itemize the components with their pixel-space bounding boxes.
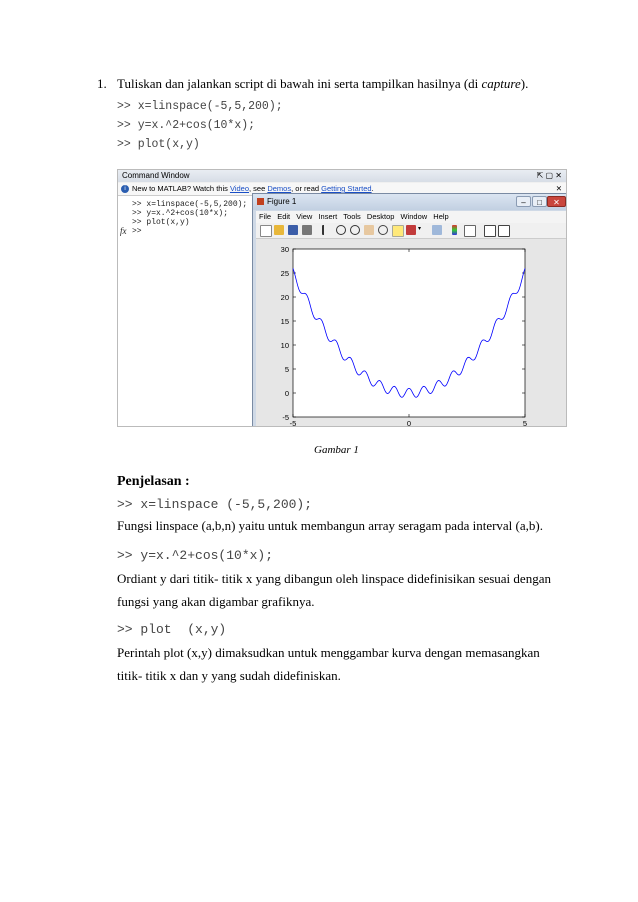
cmd-line-2: >> y=x.^2+cos(10*x); bbox=[132, 209, 229, 218]
code-line-1: >> x=linspace(-5,5,200); bbox=[117, 100, 283, 113]
y-tick-label: 0 bbox=[284, 389, 289, 398]
question-text bbox=[117, 76, 528, 92]
figure-titlebar bbox=[253, 194, 567, 210]
fx-icon: fx bbox=[120, 226, 127, 236]
explanation-text-1: Fungsi linspace (a,b,n) yaitu untuk membangun array seragam pada interval (a,b). bbox=[117, 518, 543, 533]
menu-insert[interactable]: Insert bbox=[318, 212, 338, 221]
plot-area bbox=[256, 239, 566, 427]
print-icon[interactable] bbox=[302, 225, 312, 235]
explanation-text-3a: Perintah plot (x,y) dimaksudkan untuk menggambar kurva dengan memasangkan bbox=[117, 645, 540, 660]
code-line-2: >> y=x.^2+cos(10*x); bbox=[117, 119, 256, 132]
info-icon: i bbox=[121, 185, 129, 193]
figure-caption: Gambar 1 bbox=[314, 444, 359, 456]
info-prefix: New to MATLAB? Watch this bbox=[132, 184, 230, 193]
explanation-heading: Penjelasan : bbox=[117, 474, 190, 489]
menu-desktop[interactable]: Desktop bbox=[366, 212, 395, 221]
code-line-3: >> plot(x,y) bbox=[117, 138, 200, 151]
rotate-icon[interactable] bbox=[378, 225, 388, 235]
figure-title: Figure 1 bbox=[267, 197, 297, 206]
explanation-text-3b: titik- titik x dan y yang sudah didefiniskan. bbox=[117, 668, 341, 683]
close-button[interactable]: ✕ bbox=[547, 196, 566, 207]
x-tick-label: 0 bbox=[406, 419, 412, 428]
info-suffix: . bbox=[371, 184, 374, 193]
edit-plot-icon[interactable] bbox=[322, 225, 334, 235]
explanation-code-1: >> x=linspace (-5,5,200); bbox=[117, 497, 313, 512]
cmd-prompt[interactable]: >> bbox=[132, 227, 142, 236]
maximize-button[interactable]: □ bbox=[532, 196, 547, 207]
show-tools-icon[interactable] bbox=[498, 225, 510, 237]
menu-tools[interactable]: Tools bbox=[343, 212, 361, 221]
explanation-text-2a: Ordiant y dari titik- titik x yang dibangun oleh linspace didefinisikan sesuai dengan bbox=[117, 571, 551, 586]
y-tick-label: 20 bbox=[280, 293, 289, 302]
x-tick-label: 5 bbox=[522, 419, 528, 428]
zoom-out-icon[interactable] bbox=[350, 225, 360, 235]
figure-window bbox=[252, 193, 567, 427]
y-tick-label: 25 bbox=[280, 269, 289, 278]
info-mid1: , see bbox=[249, 184, 268, 193]
brush-icon[interactable] bbox=[406, 225, 416, 235]
menu-edit[interactable]: Edit bbox=[277, 212, 291, 221]
colorbar-icon[interactable] bbox=[452, 225, 457, 235]
hide-tools-icon[interactable] bbox=[484, 225, 496, 237]
minimize-button[interactable]: – bbox=[516, 196, 531, 207]
open-file-icon[interactable] bbox=[274, 225, 284, 235]
menu-file[interactable]: File bbox=[259, 212, 272, 221]
info-close-icon[interactable]: ✕ bbox=[555, 184, 562, 193]
question-text-end: ). bbox=[520, 76, 529, 91]
info-mid2: , or read bbox=[291, 184, 322, 193]
menu-window[interactable]: Window bbox=[400, 212, 428, 221]
x-tick-label: -5 bbox=[289, 419, 297, 428]
axes-box bbox=[293, 249, 525, 417]
question-text-main: Tuliskan dan jalankan script di bawah ini serta tampilkan hasilnya (di bbox=[117, 76, 482, 91]
line-chart bbox=[256, 239, 566, 427]
question-number: 1. bbox=[97, 76, 107, 91]
demos-link[interactable]: Demos bbox=[267, 184, 292, 193]
y-tick-label: 5 bbox=[284, 365, 289, 374]
explanation-text-2b: fungsi yang akan digambar grafiknya. bbox=[117, 594, 315, 609]
menu-help[interactable]: Help bbox=[433, 212, 449, 221]
data-cursor-icon[interactable] bbox=[392, 225, 404, 237]
figure-toolbar bbox=[256, 223, 566, 239]
question-text-italic: capture bbox=[481, 76, 521, 91]
save-icon[interactable] bbox=[288, 225, 298, 235]
y-tick-label: 15 bbox=[280, 317, 289, 326]
new-figure-icon[interactable] bbox=[260, 225, 272, 237]
figure-icon bbox=[257, 198, 264, 205]
y-tick-label: -5 bbox=[282, 413, 289, 422]
explanation-code-2: >> y=x.^2+cos(10*x); bbox=[117, 548, 274, 563]
matlab-screenshot bbox=[117, 169, 567, 427]
zoom-in-icon[interactable] bbox=[336, 225, 346, 235]
dropdown-arrow-icon[interactable]: ▾ bbox=[418, 226, 422, 232]
figure-menubar bbox=[256, 211, 566, 223]
menu-view[interactable]: View bbox=[296, 212, 313, 221]
pan-icon[interactable] bbox=[364, 225, 374, 235]
explanation-code-3: >> plot (x,y) bbox=[117, 622, 227, 637]
cw-control-icons[interactable]: ⇱ ▢ ✕ bbox=[536, 171, 562, 180]
link-icon[interactable] bbox=[432, 225, 442, 235]
command-window-titlebar bbox=[118, 170, 567, 182]
y-tick-label: 30 bbox=[280, 245, 289, 254]
y-tick-label: 10 bbox=[280, 341, 289, 350]
cmd-line-3: >> plot(x,y) bbox=[132, 218, 190, 227]
cmd-line-1: >> x=linspace(-5,5,200); bbox=[132, 200, 248, 209]
legend-icon[interactable] bbox=[464, 225, 476, 237]
video-link[interactable]: Video bbox=[229, 184, 249, 193]
command-window-title: Command Window bbox=[122, 171, 190, 180]
getting-started-link[interactable]: Getting Started bbox=[321, 184, 372, 193]
